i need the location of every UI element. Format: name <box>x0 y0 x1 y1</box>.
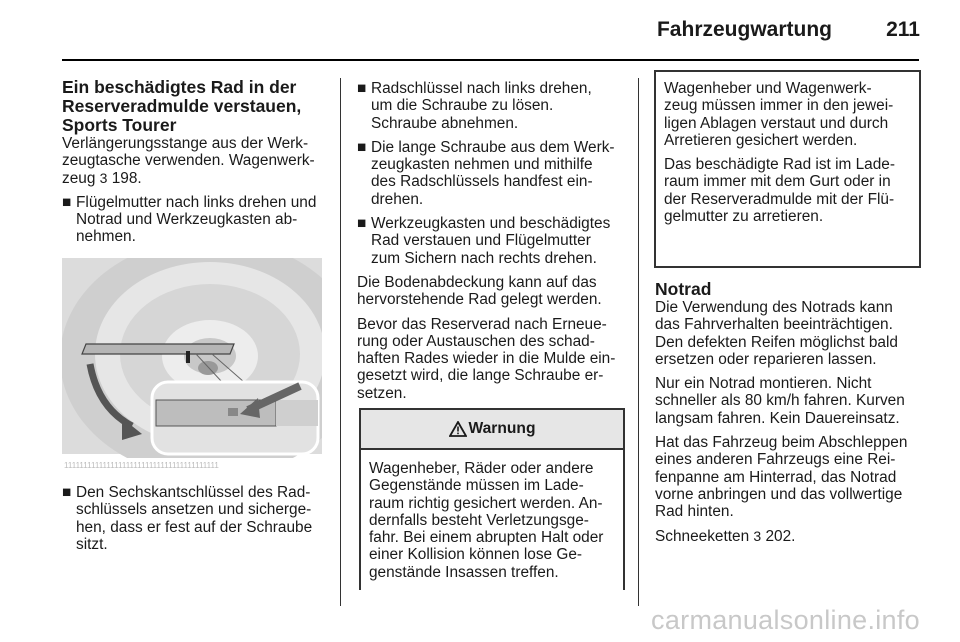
figure-code: 1111111111111111111111111111111111111111 <box>64 461 219 470</box>
page-reference: 198. <box>107 169 142 187</box>
list-item: ■ Radschlüssel nach links drehen, um die Schraube zu lösen. Schraube abnehmen. <box>357 80 592 132</box>
info-paragraph: Das beschädigte Rad ist im Lade- raum immer mit dem Gurt oder in der Reserveradmulde mit der Flü- gelmutter zu arretieren. <box>664 156 895 226</box>
column-divider <box>340 78 341 606</box>
bullet-icon: ■ <box>357 80 367 97</box>
section-heading-notrad: Notrad <box>655 279 712 299</box>
header-rule <box>62 59 919 61</box>
paragraph: Hat das Fahrzeug beim Abschleppen eines anderen Fahrzeugs eine Rei- fenpanne am Hinterrad, das Notrad vorne anbringen und das vollwertige Rad hinten. <box>655 434 908 521</box>
column-2 <box>357 80 621 409</box>
watermark: carmanualsonline.info <box>651 605 920 635</box>
warning-box <box>359 408 625 590</box>
warning-header <box>361 410 623 450</box>
column-1 <box>62 78 324 253</box>
illustration-wheel-well <box>62 258 322 470</box>
bullet-icon: ■ <box>357 215 367 233</box>
list-item: ■ Die lange Schraube aus dem Werk- zeugkasten nehmen und mithilfe des Radschlüssels handfest ein- drehen. <box>357 138 615 208</box>
info-box <box>654 70 921 268</box>
paragraph: Bevor das Reserverad nach Erneue- rung oder Austauschen des schad- haften Rades wieder in die Mulde ein- gesetzt wird, die lange Schraube er- setzen. <box>357 315 616 402</box>
warning-triangle-icon <box>449 421 467 437</box>
page-reference-icon: 3 <box>99 169 108 186</box>
paragraph: Die Verwendung des Notrads kann das Fahrverhalten beeinträchtigen. Den defekten Reifen möglichst bald ersetzen oder reparieren lassen. <box>655 299 898 368</box>
bullet-icon: ■ <box>62 484 72 501</box>
list-item: ■ Den Sechskantschlüssel des Rad- schlüssels ansetzen und sicherge- hen, dass er fest auf der Schraube sitzt. <box>62 484 313 553</box>
bullet-icon: ■ <box>62 193 72 211</box>
page-reference: 202. <box>761 527 796 545</box>
paragraph: Die Bodenabdeckung kann auf das hervorstehende Rad gelegt werden. <box>357 273 602 309</box>
list-item: ■ Werkzeugkasten und beschädigtes Rad verstauen und Flügelmutter zum Sichern nach rechts drehen. <box>357 215 611 267</box>
list-item: ■ Flügelmutter nach links drehen und Notrad und Werkzeugkasten ab- nehmen. <box>62 193 317 246</box>
warning-title: Warnung <box>468 420 536 437</box>
paragraph: Schneeketten 3 202. <box>655 527 796 545</box>
column-divider <box>638 78 639 606</box>
intro-paragraph: Verlängerungsstange aus der Werk- zeugtasche verwenden. Wagenwerk- zeug 3 198. <box>62 135 315 187</box>
running-header-title: Fahrzeugwartung <box>656 18 832 41</box>
warning-body: Wagenheber, Räder oder andere Gegenstände müssen im Lade- raum richtig gesichert werden. An- dernfalls besteht Verletzungsge- fahr. Bei einem abrupten Halt oder einer Kollision können lose Ge- genstände Insassen treffen. <box>369 460 604 581</box>
info-paragraph: Wagenheber und Wagenwerk- zeug müssen immer in den jewei- ligen Ablagen verstaut und durch Arretieren gesichert werden. <box>664 80 894 149</box>
column-3 <box>655 280 919 552</box>
page-number: 211 <box>886 18 920 41</box>
column-1-lower <box>62 484 324 560</box>
paragraph: Nur ein Notrad montieren. Nicht schneller als 80 km/h fahren. Kurven langsam fahren. Kein Dauereinsatz. <box>655 375 905 427</box>
page-reference-icon: 3 <box>753 527 762 544</box>
section-heading: Ein beschädigtes Rad in der Reserveradmulde verstauen, Sports Tourer <box>62 77 302 135</box>
bullet-icon: ■ <box>357 138 367 156</box>
